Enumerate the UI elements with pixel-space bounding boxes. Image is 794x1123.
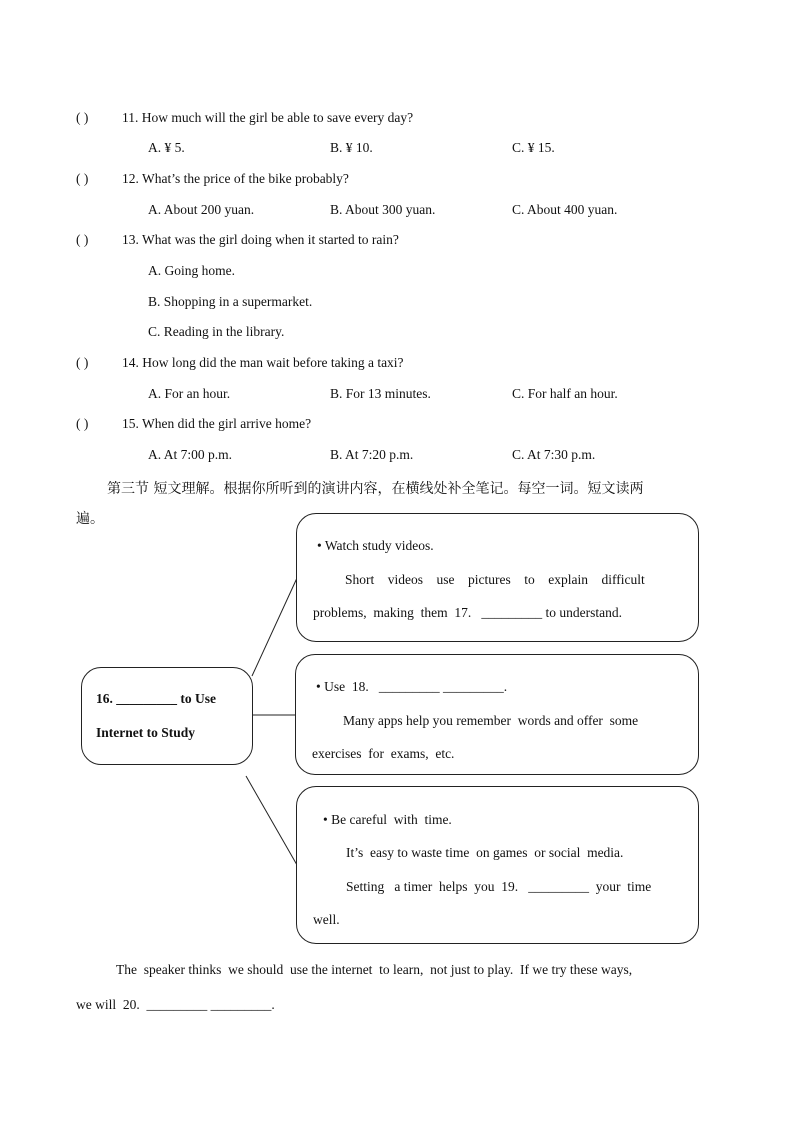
option-b: B. About 300 yuan.: [330, 202, 436, 217]
option-a: A. At 7:00 p.m.: [148, 447, 233, 462]
answer-blank[interactable]: ( ): [76, 171, 89, 186]
note-bullet: • Watch study videos.: [317, 538, 434, 553]
question-stem: 13. What was the girl doing when it started to rain?: [122, 232, 399, 247]
note-line: Many apps help you remember words and offer some: [343, 713, 639, 728]
question-stem: 14. How long did the man wait before taking a taxi?: [122, 355, 404, 370]
question-stem: 12. What’s the price of the bike probably?: [122, 171, 349, 186]
note-line: It’s easy to waste time on games or social media.: [346, 845, 624, 860]
note-line: Short videos use pictures to explain difficult: [345, 572, 645, 587]
section3-instructions: 第三节 短文理解。根据你所听到的演讲内容，在横线处补全笔记。每空一词。短文读两: [107, 481, 644, 497]
answer-blank[interactable]: ( ): [76, 416, 89, 431]
topic-line-2: Internet to Study: [96, 725, 196, 740]
note-line: exercises for exams, etc.: [312, 746, 455, 761]
question-stem: 11. How much will the girl be able to save every day?: [122, 110, 414, 125]
note-bullet: • Use 18. _________ _________.: [316, 679, 508, 694]
connector-line: [246, 776, 297, 865]
option-c: C. About 400 yuan.: [512, 202, 618, 217]
topic-line-1: 16. _________ to Use: [96, 691, 216, 706]
option-a: A. For an hour.: [148, 386, 231, 401]
option-b: B. Shopping in a supermarket.: [148, 294, 313, 309]
closing-paragraph-line-2: we will 20. _________ _________.: [76, 997, 275, 1012]
option-a: A. About 200 yuan.: [148, 202, 255, 217]
answer-blank[interactable]: ( ): [76, 355, 89, 370]
option-b: B. ¥ 10.: [330, 140, 373, 155]
note-line: Setting a timer helps you 19. _________ your time: [346, 879, 652, 894]
topic-box: [81, 667, 253, 765]
note-box-2: [295, 654, 699, 775]
note-bullet: • Be careful with time.: [323, 812, 452, 827]
option-c: C. Reading in the library.: [148, 324, 285, 339]
option-b: B. For 13 minutes.: [330, 386, 431, 401]
note-box-3: [296, 786, 699, 944]
note-line: problems, making them 17. _________ to understand.: [313, 605, 622, 620]
note-box-1: [296, 513, 699, 642]
option-b: B. At 7:20 p.m.: [330, 447, 414, 462]
closing-paragraph-line-1: The speaker thinks we should use the internet to learn, not just to play. If we try these ways,: [116, 962, 633, 977]
option-c: C. ¥ 15.: [512, 140, 555, 155]
note-line: well.: [313, 912, 340, 927]
option-a: A. Going home.: [148, 263, 235, 278]
option-c: C. For half an hour.: [512, 386, 618, 401]
section3-instructions-cont: 遍。: [76, 511, 104, 527]
answer-blank[interactable]: ( ): [76, 232, 89, 247]
answer-blank[interactable]: ( ): [76, 110, 89, 125]
question-stem: 15. When did the girl arrive home?: [122, 416, 312, 431]
connector-line: [252, 578, 297, 676]
option-a: A. ¥ 5.: [148, 140, 185, 155]
option-c: C. At 7:30 p.m.: [512, 447, 596, 462]
